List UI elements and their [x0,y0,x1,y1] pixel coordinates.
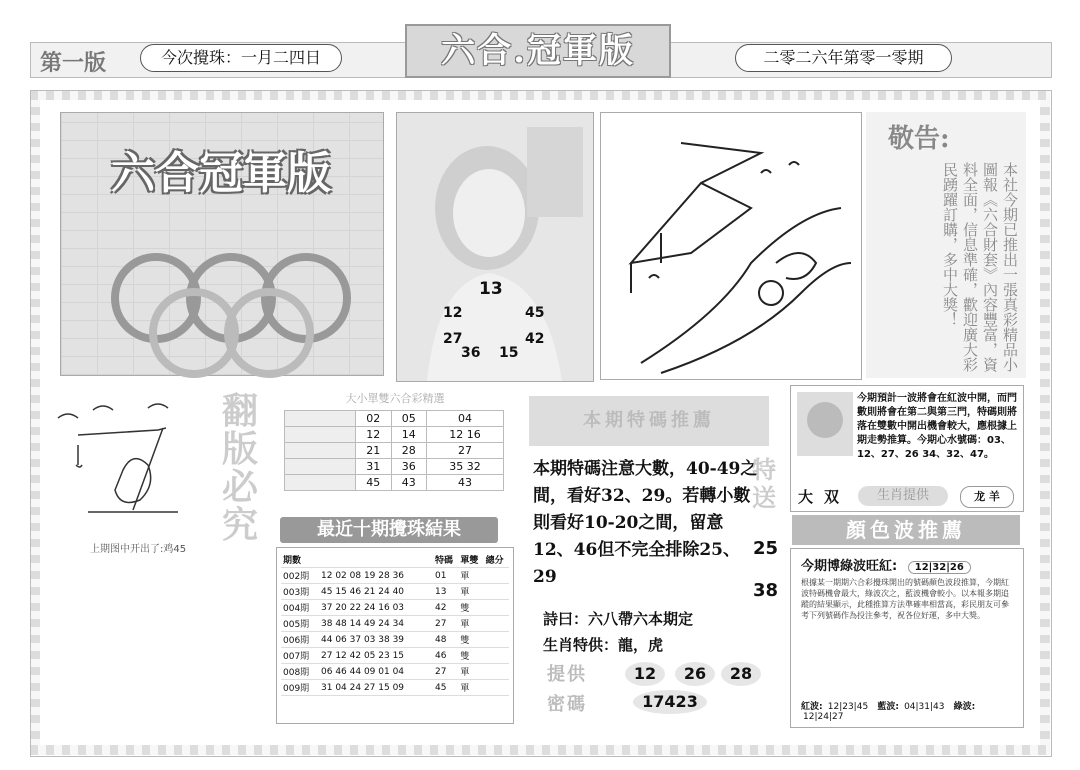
code-label: 密碼 [547,694,587,715]
table-cell: 44 06 37 03 38 39 [319,632,433,648]
table-cell: 單 [458,680,483,696]
color-wave-body: 根據某一期期六合彩攪珠開出的號碼顏色波段推算，今期紅波特碼機會最大，綠波次之，藍波機會較小。以本報多期追蹤的結果顯示，此種推算方法準確率相當高，彩民朋友可參考下列號碼作為投注參考，祝各位好運，多中大獎。 [801,578,1009,620]
table-cell: 42 [433,600,458,616]
issue-number: 二零二六年第零一零期 [735,44,952,72]
code-number: 17423 [633,690,707,714]
special-banner-text: 本期特碼推薦 [583,410,715,431]
number-table [284,410,504,491]
table-row [285,427,504,443]
notice-body: 本社今期已推出一張真彩精品小圖報《六合財套》內容豐富，資料全面，信息準確，歡迎廣大彩民踴躍訂購，多中大獎！ [941,162,1019,372]
table-cell: 雙 [458,632,483,648]
table-cell: 36 [391,459,427,475]
table-cell: 002期 [281,568,319,584]
table-cell: 13 [433,584,458,600]
recent-results-table [281,552,509,696]
table-row [285,411,504,427]
table-cell: 14 [391,427,427,443]
provide-number: 28 [721,662,761,686]
draw-date: 今次攪珠：一月二四日 [140,44,342,72]
table-header-cell: 特碼 [433,552,458,568]
masthead-title: 六合.冠軍版 [405,24,671,78]
table-cell: 21 [356,443,392,459]
table-cell: 單 [458,616,483,632]
recent-results-panel [276,547,514,724]
table-cell: 009期 [281,680,319,696]
color-wave-heading-text: 今期博綠波旺紅: [801,559,898,574]
table-cell: 06 46 44 09 01 04 [319,664,433,680]
red-wave-label: 紅波: [801,702,823,712]
special-send-label: 特送 [752,455,776,512]
table-cell: 45 [433,680,458,696]
zodiac-value: 龙 羊 [960,486,1014,508]
table-row [281,680,509,696]
table-cell: 45 [356,475,392,491]
table-cell: 31 [356,459,392,475]
big-label: 大 [798,488,814,506]
side-number: 38 [753,580,779,601]
table-cell: 雙 [458,600,483,616]
photo-number: 27 [443,331,463,347]
table-row [281,584,509,600]
table-cell: 43 [391,475,427,491]
even-label: 双 [824,488,840,506]
color-wave-heading-numbers: 12|32|26 [908,561,971,574]
recent-results-title: 最近十期攪珠結果 [280,517,498,543]
table-cell: 12 [356,427,392,443]
photo-number: 36 [461,345,481,361]
table-cell: 單 [458,664,483,680]
table-cell: 31 04 24 27 15 09 [319,680,433,696]
table-cell: 43 [427,475,504,491]
ring-icon [224,288,314,378]
table-cell: 45 15 46 21 24 40 [319,584,433,600]
table-cell: 12 02 08 19 28 36 [319,568,433,584]
table-cell: 008期 [281,664,319,680]
table-cell: 27 12 42 05 23 15 [319,648,433,664]
zodiac-text: 生肖特供：龍，虎 [543,636,664,654]
portrait-icon [797,392,853,456]
table-row [285,475,504,491]
notice-title: 敬告: [888,124,950,154]
table-row [285,459,504,475]
blue-wave-label: 藍波: [877,702,899,712]
logo-panel [60,112,384,376]
provide-number: 26 [675,662,715,686]
photo-number: 15 [499,345,519,361]
table-cell: 04 [427,411,504,427]
green-wave-label: 綠波: [953,702,976,712]
special-main-text: 本期特碼注意大數，40-49之間，看好32、29。若轉小數則看好10-20之間，留意12、46但不完全排除25、29 [533,459,758,587]
number-table-panel [280,390,510,510]
side-number: 25 [753,538,779,559]
provide-label: 提供 [547,664,587,685]
table-row [281,632,509,648]
table-header-cell [319,552,433,568]
photo-number: 45 [525,305,545,321]
table-cell: 004期 [281,600,319,616]
table-row [281,616,509,632]
puzzle-drawing-panel [600,112,862,380]
table-cell: 單 [458,584,483,600]
table-header-cell: 單雙 [458,552,483,568]
photo-panel [396,112,594,382]
table-header-cell: 總分 [484,552,509,568]
rabbit-drawing-icon [48,390,220,530]
copyright-title: 翻版必究 [221,390,258,546]
table-cell: 46 [433,648,458,664]
table-cell: 27 [433,664,458,680]
table-row [281,568,509,584]
prediction-text: 今期預計一波將會在紅波中開，而門數則將會在第二與第三門，特碼則將落在雙數中開出機會較大，應根據上期走勢推算。今期心水號碼：03、12、27、26 34、32、47。 [857,393,1017,460]
table-cell: 雙 [458,648,483,664]
color-wave-footer [801,699,1015,722]
table-row [281,664,509,680]
table-header: 大小單雙六合彩精選 [345,392,445,405]
table-cell: 01 [433,568,458,584]
table-cell: 37 20 22 24 16 03 [319,600,433,616]
table-cell: 02 [356,411,392,427]
table-row [281,648,509,664]
table-cell: 12 16 [427,427,504,443]
green-wave-numbers: 12|24|27 [803,712,844,722]
table-cell: 單 [458,568,483,584]
special-banner [529,396,769,446]
blue-wave-numbers: 04|31|43 [904,702,945,712]
table-cell: 35 32 [427,459,504,475]
photo-number: 12 [443,305,463,321]
special-code-panel [515,388,787,723]
provide-number: 12 [625,662,665,686]
table-cell: 003期 [281,584,319,600]
table-cell: 05 [391,411,427,427]
table-cell: 007期 [281,648,319,664]
logo-title: 六合冠軍版 [111,148,331,199]
table-cell: 38 48 14 49 24 34 [319,616,433,632]
table-row [281,600,509,616]
color-wave-panel [790,548,1024,728]
photo-number: 42 [525,331,545,347]
table-row [285,443,504,459]
cartoon-drawing-icon [601,113,859,377]
table-header-cell: 期數 [281,552,319,568]
edition-label: 第一版 [40,50,107,76]
table-cell: 005期 [281,616,319,632]
zodiac-provide-label: 生肖提供 [858,486,948,506]
color-wave-heading [801,555,971,574]
table-cell: 48 [433,632,458,648]
poem-text: 詩曰：六八帶六本期定 [543,610,694,628]
table-header-row [281,552,509,568]
rabbit-caption: 上期图中开出了:鸡45 [90,544,187,555]
notice-panel [866,112,1026,378]
table-cell: 27 [433,616,458,632]
table-cell: 28 [391,443,427,459]
red-wave-numbers: 12|23|45 [827,702,869,712]
table-cell: 27 [427,443,504,459]
table-cell: 006期 [281,632,319,648]
color-wave-title: 顏色波推薦 [792,515,1020,545]
zodiac-bar [792,484,1020,508]
model-photo-icon [397,113,593,381]
photo-number: 13 [479,279,503,299]
